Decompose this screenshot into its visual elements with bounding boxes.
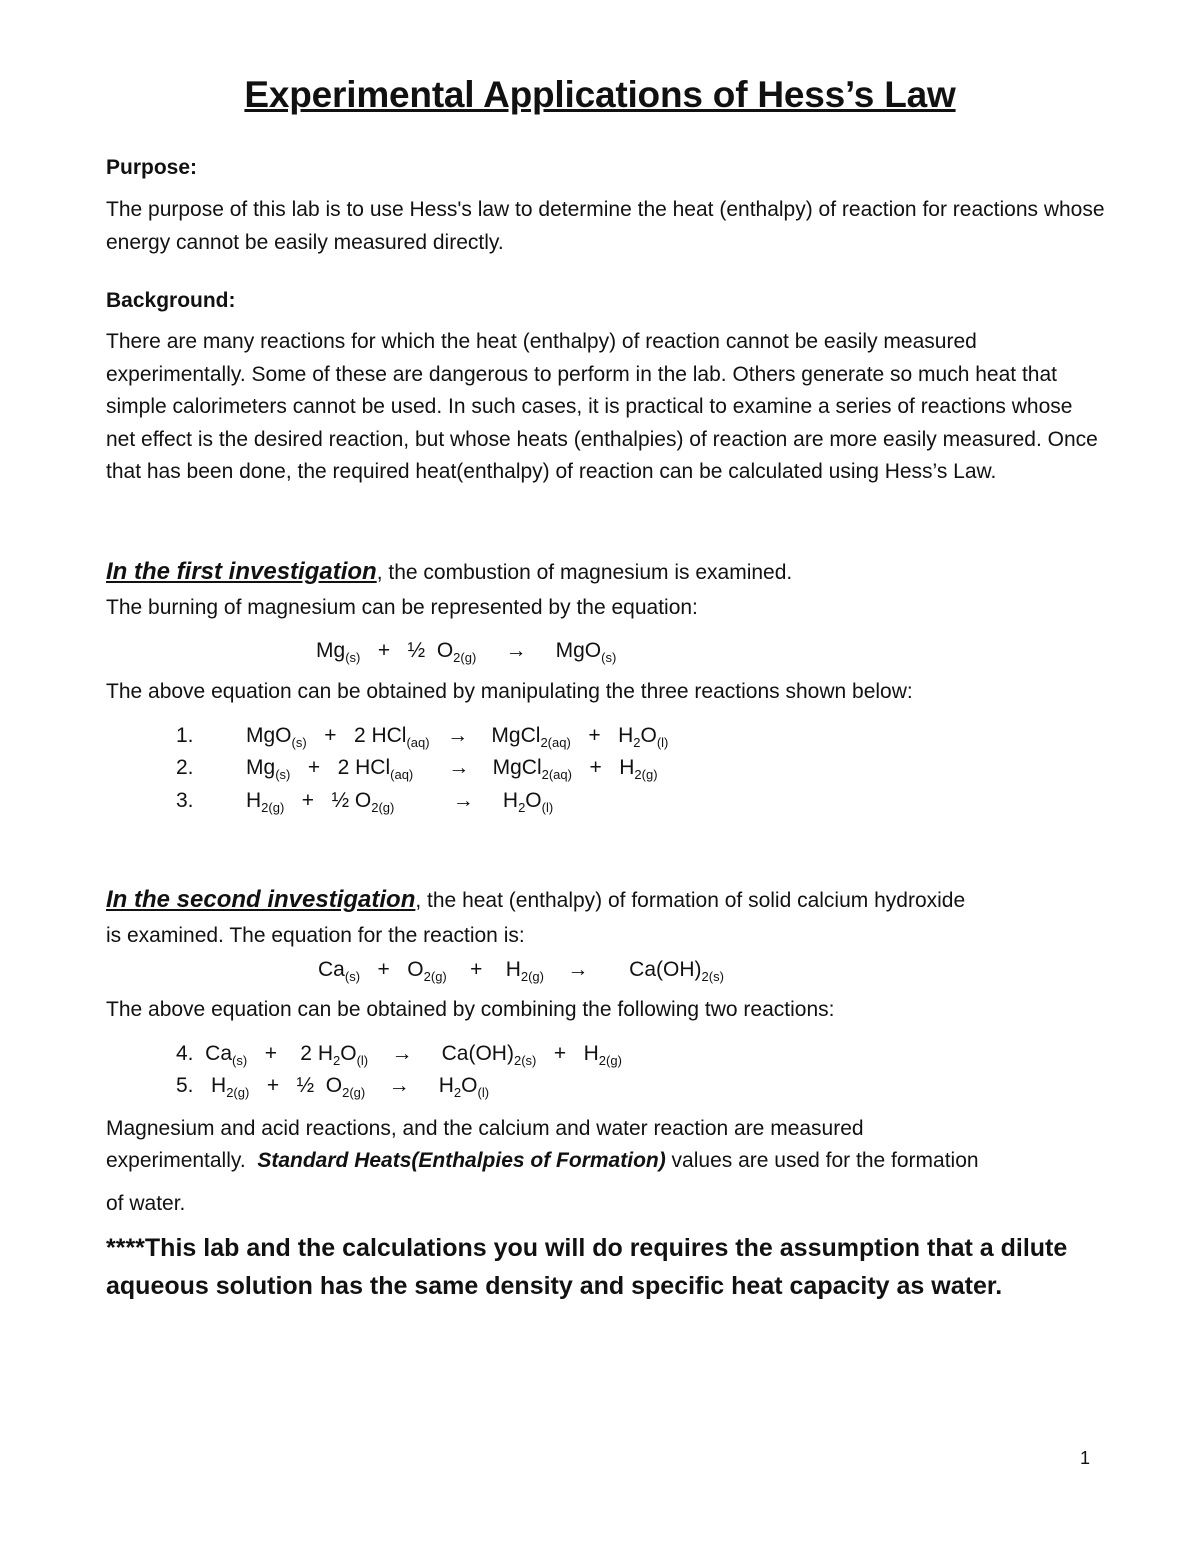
- closing-line-a: Magnesium and acid reactions, and the calcium and water reaction are measured: [106, 1117, 864, 1140]
- first-investigation-line: [106, 558, 792, 586]
- equation-caoh2-formation: $Ca_{(s)} + O_{2(g)}$ + $H_{2(g)}$ → $Ca(OH)_{2(s)}$: [318, 958, 724, 984]
- reaction-4: 4. $Ca_{(s)}$ + 2 $H_2O_{(l)}$ → $Ca(OH)_{2(s)} + H_{2(g)}$: [176, 1042, 622, 1068]
- reaction-3: $H_{2(g)}$ + ½ $O_{2(g)}$ → $H_2O_{(l)}$: [246, 789, 554, 815]
- purpose-heading: Purpose:: [106, 156, 198, 179]
- equation-mg-combustion: $Mg_{(s)}$ + ½ $O_{2(g)}$ → MgO$_{(s)}$: [316, 639, 617, 665]
- second-investigation-lead: In the second investigation: [106, 886, 416, 913]
- purpose-text: The purpose of this lab is to use Hess's law to determine the heat (enthalpy) of reaction for reactions whose energy cannot be easily measured directly.: [106, 198, 1105, 254]
- reaction-5: 5. $H_{2(g)}$ + ½ $O_{2(g)}$ → $H_2O_{(l)}$: [176, 1074, 490, 1100]
- reaction-2-number: 2.: [176, 756, 194, 779]
- page-title: Experimental Applications of Hess’s Law: [244, 74, 956, 115]
- assumption-warning: ****This lab and the calculations you will do requires the assumption that a dilute aqueous solution has the same density and specific heat capacity as water.: [106, 1234, 1068, 1300]
- page-number: 1: [1080, 1448, 1091, 1468]
- reaction-2: $Mg_{(s)} + 2$ HCl$_{(aq)}$ → MgCl$_{2(aq)}$ + $H_{2(g)}$: [246, 756, 658, 782]
- closing-line-b-plain: experimentally.: [106, 1149, 258, 1172]
- second-investigation-rest: , the heat (enthalpy) of formation of solid calcium hydroxide: [415, 889, 966, 912]
- first-investigation-lead: In the first investigation: [106, 558, 377, 585]
- closing-line-b: [106, 1149, 979, 1173]
- first-investigation-line3: The above equation can be obtained by manipulating the three reactions shown below:: [106, 680, 913, 703]
- second-investigation-line: [106, 886, 965, 914]
- background-text: There are many reactions for which the heat (enthalpy) of reaction cannot be easily measured experimentally. Some of these are dangerous to perform in the lab. Others generate so much heat that simple calorimeters cannot be used. In such cases, it is practical to examine a series of reactions whose net effect is the desired reaction, but whose heats (enthalpies) of reaction are more easily measured. Once that has been done, the required heat(enthalpy) of reaction can be calculated using Hess’s Law.: [106, 330, 1098, 483]
- first-investigation-rest: , the combustion of magnesium is examined.: [376, 561, 793, 584]
- reaction-4-number: 4.: [176, 1042, 194, 1065]
- reaction-3-number: 3.: [176, 789, 194, 812]
- closing-line-b-rest: values are used for the formation: [665, 1149, 979, 1172]
- standard-heats-term: Standard Heats(Enthalpies of Formation): [257, 1149, 666, 1172]
- reaction-1-number: 1.: [176, 724, 194, 747]
- reaction-1: MgO$_{(s)}$ + 2 HCl$_{(aq)}$ → MgCl$_{2(aq)}$ + $H_2O_{(l)}$: [246, 724, 669, 750]
- background-heading: Background:: [106, 289, 236, 312]
- closing-line-c: of water.: [106, 1192, 186, 1215]
- second-investigation-line3: The above equation can be obtained by combining the following two reactions:: [106, 998, 835, 1021]
- second-investigation-line2: is examined. The equation for the reaction is:: [106, 924, 525, 947]
- reaction-5-number: 5.: [176, 1074, 194, 1097]
- first-investigation-line2: The burning of magnesium can be represented by the equation:: [106, 596, 698, 619]
